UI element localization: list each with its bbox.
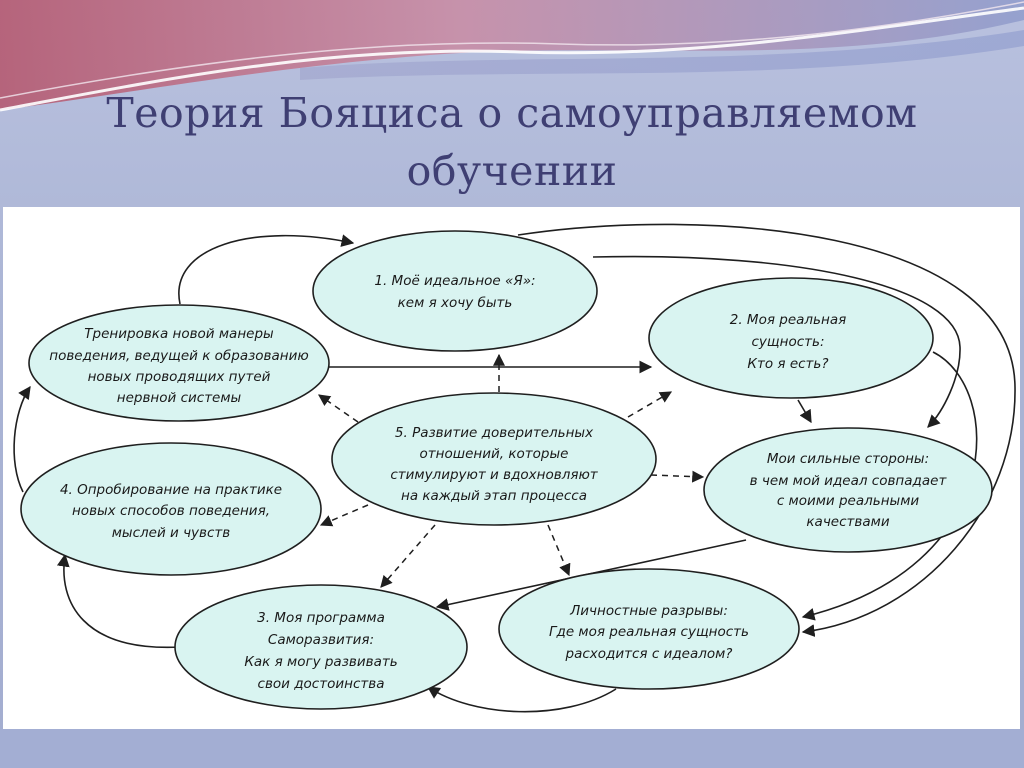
svg-text:4. Опробирование на практикено: 4. Опробирование на практике новых способов поведения, мыслей и чувств	[59, 482, 283, 541]
node-gaps	[499, 569, 799, 689]
arrow-real-to-strengths	[798, 400, 811, 422]
footer-band	[0, 729, 1024, 768]
svg-text:Тренировка новой манерыповеден: Тренировка новой манеры поведения, ведущей к образованию новых проводящих путей нервной системы	[49, 326, 309, 406]
diagram-panel	[3, 207, 1020, 729]
title-line-2: обучении	[406, 147, 618, 195]
node-practice	[29, 305, 329, 421]
cycle-diagram	[3, 207, 1020, 729]
node-relationships	[332, 393, 656, 525]
title-line-1: Теория Бояциса о самоуправляемом	[106, 89, 918, 137]
svg-text:1. Моё идеальное «Я»:кем я хоч: 1. Моё идеальное «Я»: кем я хочу быть	[374, 273, 536, 311]
node-strengths	[704, 428, 992, 552]
node-experiment	[21, 443, 321, 575]
dashed-to-program	[381, 525, 435, 587]
svg-text:5. Развитие доверительныхотнош: 5. Развитие доверительных отношений, которые стимулируют и вдохновляют на каждый этап процесса	[390, 425, 598, 504]
svg-text:Мои сильные стороны:в чем мой: Мои сильные стороны: в чем мой идеал совпадает с моими реальными качествами	[749, 451, 947, 530]
dashed-to-experiment	[321, 505, 368, 525]
node-ideal-self	[313, 231, 597, 351]
dashed-to-real	[628, 392, 671, 417]
node-program	[175, 585, 467, 709]
svg-text:2. Моя реальнаясущность:Кто я: 2. Моя реальная сущность: Кто я есть?	[729, 312, 847, 372]
dashed-to-gaps	[548, 525, 569, 575]
slide-title	[60, 84, 964, 200]
arrow-gaps-to-program	[428, 687, 616, 712]
node-real-self	[649, 278, 933, 398]
svg-text:Личностные разрывы:Где моя реа: Личностные разрывы: Где моя реальная сущность расходится с идеалом?	[548, 603, 750, 662]
dashed-to-practice	[319, 395, 358, 422]
svg-text:3. Моя программаСаморазвития:К: 3. Моя программа Саморазвития: Как я могу развивать свои достоинства	[244, 610, 398, 692]
dashed-to-strengths	[651, 475, 703, 477]
arrow-experiment-to-practice	[14, 387, 30, 492]
